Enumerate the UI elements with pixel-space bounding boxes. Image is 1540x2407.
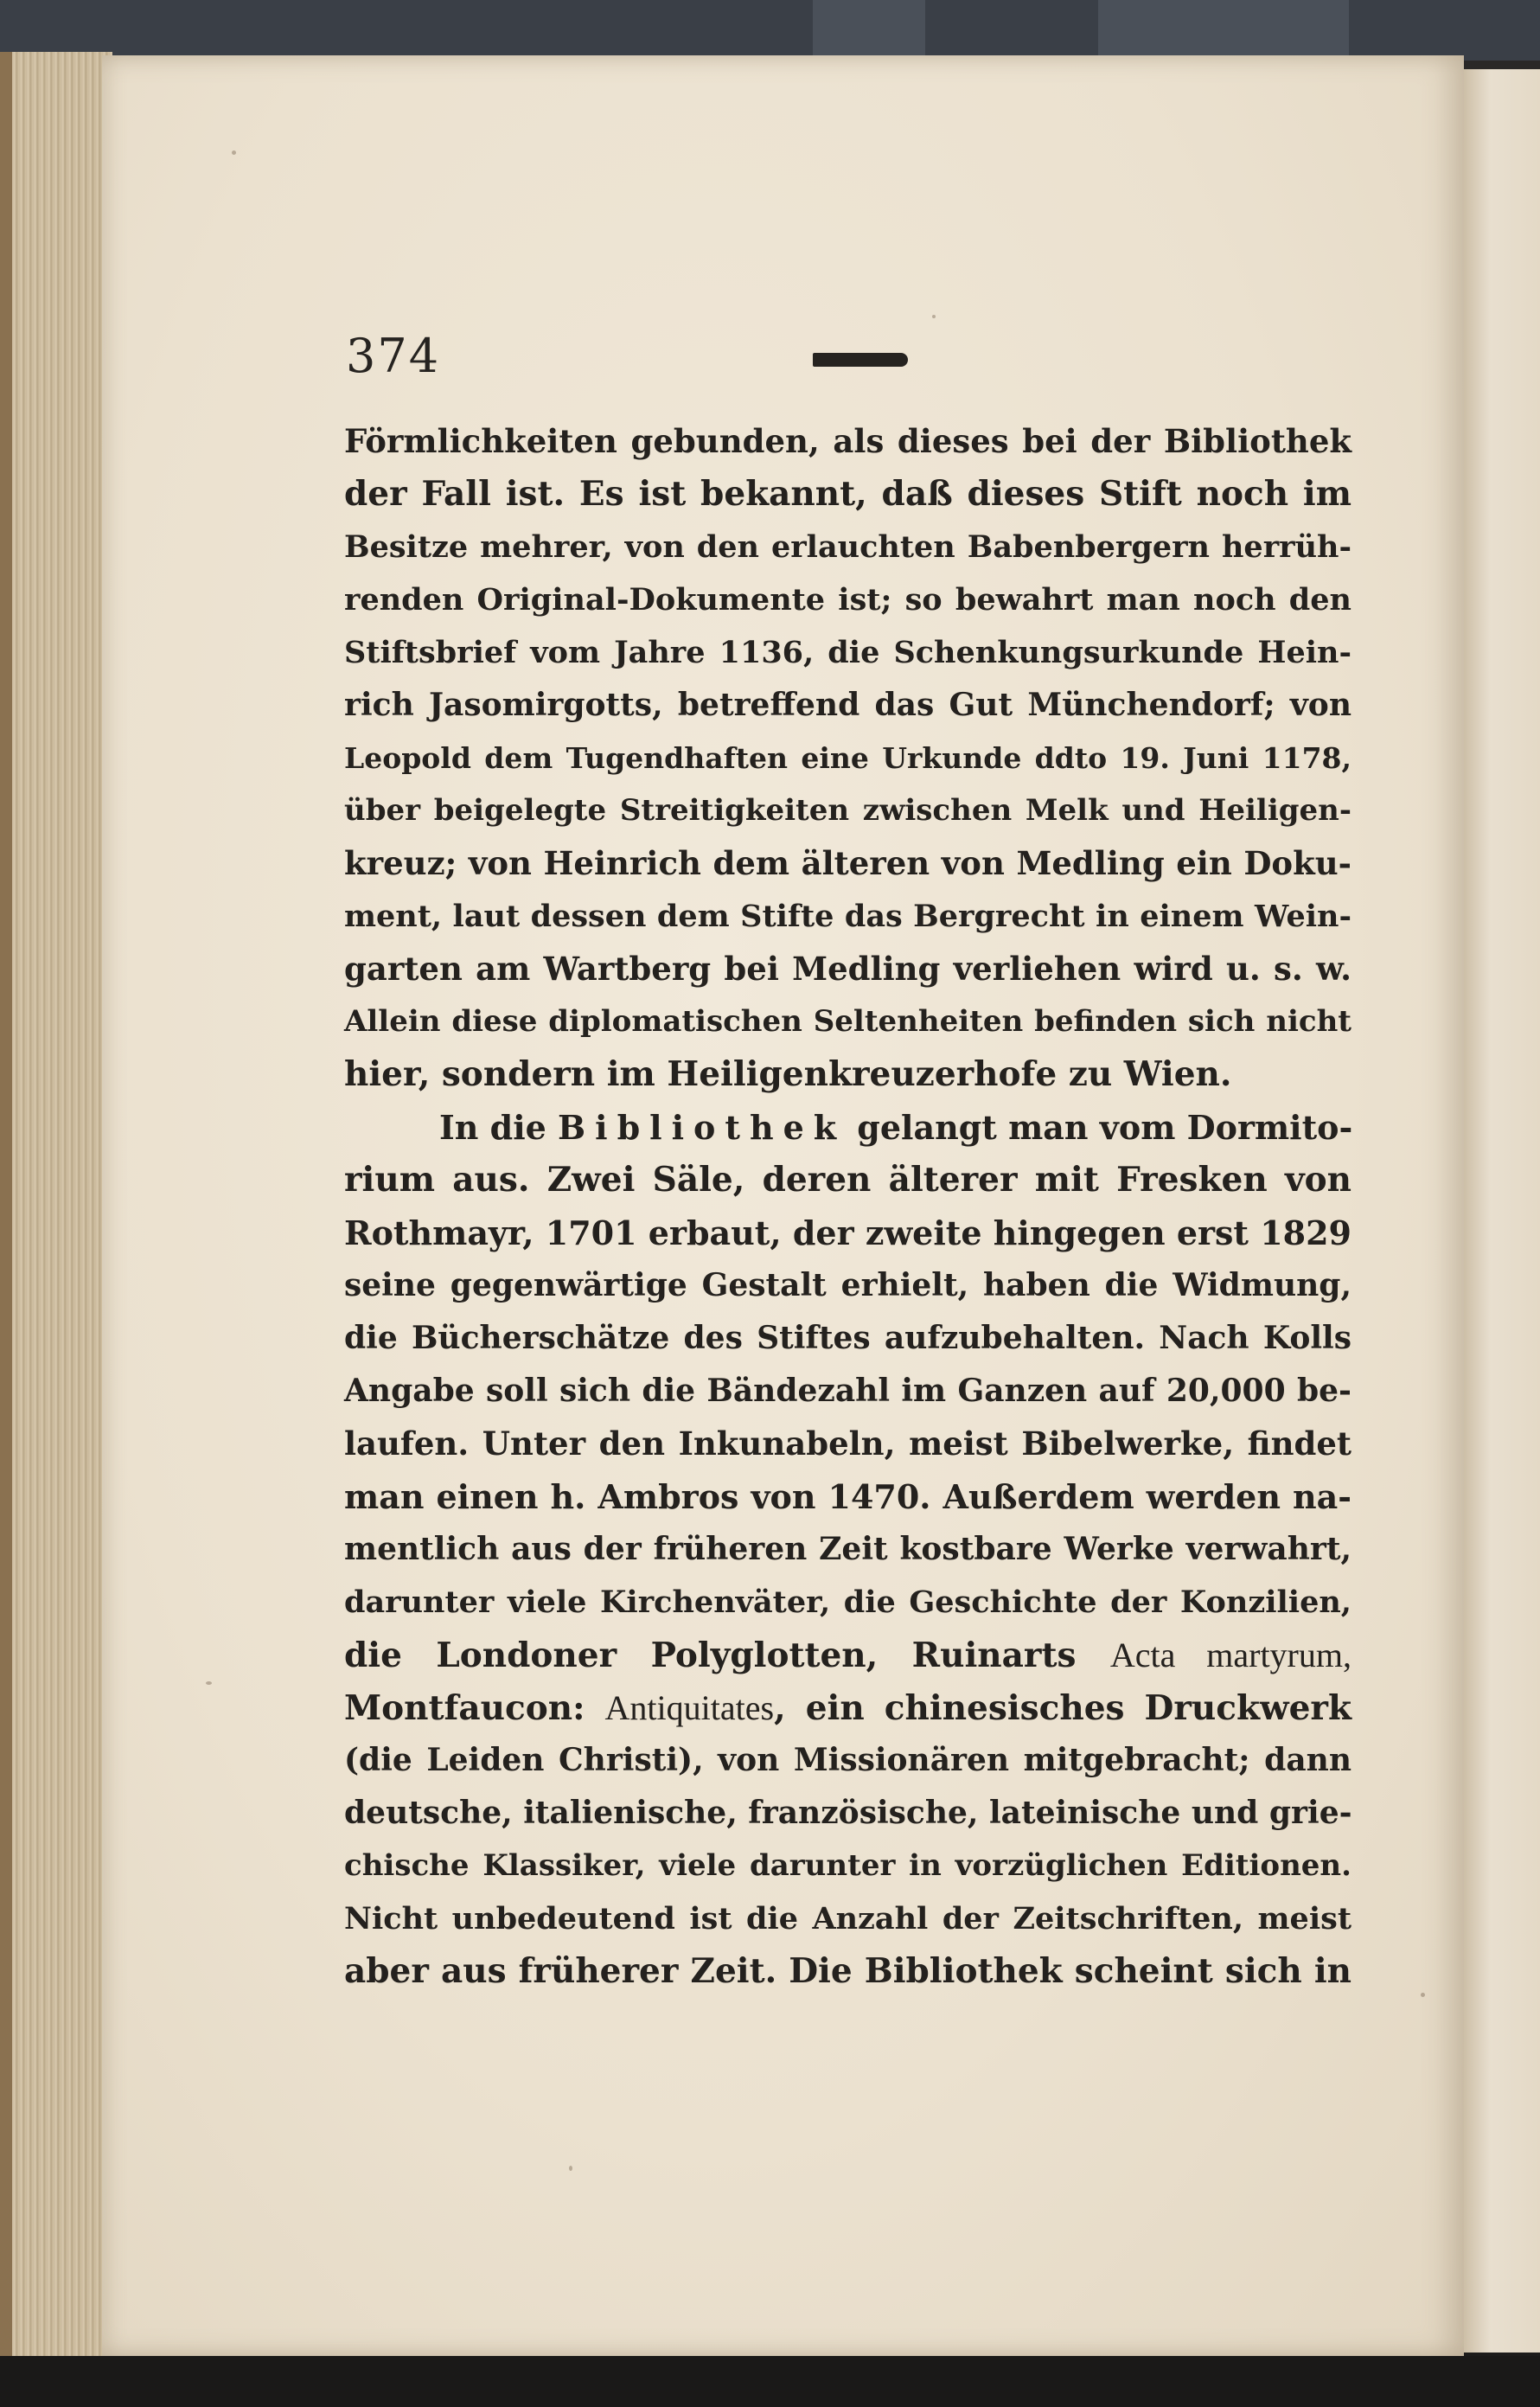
- text-fragment: , ein chinesisches Druckwerk: [774, 1688, 1351, 1728]
- text-line: seine gegenwärtige Gestalt erhielt, haben die Widmung,: [344, 1267, 1351, 1303]
- text-line: mentlich aus der früheren Zeit kostbare Werke verwahrt,: [344, 1531, 1351, 1567]
- text-fragment: gelangt man vom Dormito-: [846, 1108, 1353, 1147]
- header-ornament-rule: [813, 353, 908, 367]
- text-line: rium aus. Zwei Säle, deren älterer mit Fresken von: [344, 1160, 1351, 1200]
- text-line: [344, 1681, 1351, 1734]
- text-line: garten am Wartberg bei Medling verliehen wird u. s. w.: [344, 950, 1351, 988]
- text-line: die Bücherschätze des Stiftes aufzubehalten. Nach Kolls: [344, 1320, 1351, 1356]
- running-header: [346, 329, 1349, 398]
- text-line: renden Original-Dokumente ist; so bewahrt man noch den: [344, 582, 1351, 618]
- text-fragment: Montfaucon:: [344, 1688, 605, 1728]
- text-fragment: die Londoner Polyglotten, Ruinarts: [344, 1636, 1110, 1675]
- page-number: 374: [346, 329, 441, 383]
- text-line: Nicht unbedeutend ist die Anzahl der Zeitschriften, meist: [344, 1901, 1351, 1936]
- paragraph-start-line: [344, 1101, 1351, 1154]
- latin-title: Antiquitates: [604, 1688, 775, 1727]
- text-line: aber aus früherer Zeit. Die Bibliothek scheint sich in: [344, 1951, 1351, 1991]
- text-line: Besitze mehrer, von den erlauchten Babenbergern herrüh-: [344, 529, 1351, 565]
- text-line: kreuz; von Heinrich dem älteren von Medling ein Doku-: [344, 844, 1351, 882]
- emphasized-term: Bibliothek: [558, 1108, 847, 1147]
- text-line: Leopold dem Tugendhaften eine Urkunde ddto 19. Juni 1178,: [344, 741, 1351, 775]
- text-line: Förmlichkeiten gebunden, als dieses bei der Bibliothek: [344, 422, 1351, 460]
- body-text: [344, 415, 1351, 1998]
- text-line: Rothmayr, 1701 erbaut, der zweite hingegen erst 1829: [344, 1213, 1351, 1252]
- text-line: Allein diese diplomatischen Seltenheiten befinden sich nicht: [344, 1004, 1351, 1039]
- scanner-bottom-strip: [0, 2356, 1540, 2407]
- text-line: Stiftsbrief vom Jahre 1136, die Schenkungsurkunde Hein-: [344, 635, 1351, 670]
- text-line: deutsche, italienische, französische, lateinische und grie-: [344, 1795, 1352, 1831]
- text-line: der Fall ist. Es ist bekannt, daß dieses Stift noch im: [344, 474, 1351, 514]
- latin-title: Acta martyrum,: [1109, 1636, 1351, 1674]
- text-line: darunter viele Kirchenväter, die Geschichte der Konzilien,: [344, 1584, 1351, 1620]
- text-line: laufen. Unter den Inkunabeln, meist Bibelwerke, findet: [344, 1424, 1351, 1463]
- adjacent-page: [1464, 69, 1540, 2353]
- text-fragment: In die: [439, 1108, 559, 1147]
- text-line: man einen h. Ambros von 1470. Außerdem werden na-: [344, 1477, 1351, 1516]
- text-line: Angabe soll sich die Bändezahl im Ganzen auf 20,000 be-: [344, 1373, 1351, 1409]
- scanner-top-strip: [0, 0, 1540, 61]
- book-page-edges: [0, 52, 112, 2361]
- text-line: chische Klassiker, viele darunter in vorzüglichen Editionen.: [344, 1848, 1351, 1883]
- text-line: rich Jasomirgotts, betreffend das Gut Münchendorf; von: [344, 687, 1351, 723]
- text-line: (die Leiden Christi), von Missionären mitgebracht; dann: [344, 1742, 1351, 1778]
- paragraph-end-line: hier, sondern im Heiligenkreuzerhofe zu Wien.: [344, 1054, 1232, 1094]
- text-line: ment, laut dessen dem Stifte das Bergrecht in einem Wein-: [344, 899, 1351, 934]
- text-line: über beigelegte Streitigkeiten zwischen Melk und Heiligen-: [344, 793, 1351, 828]
- text-line: [344, 1629, 1351, 1681]
